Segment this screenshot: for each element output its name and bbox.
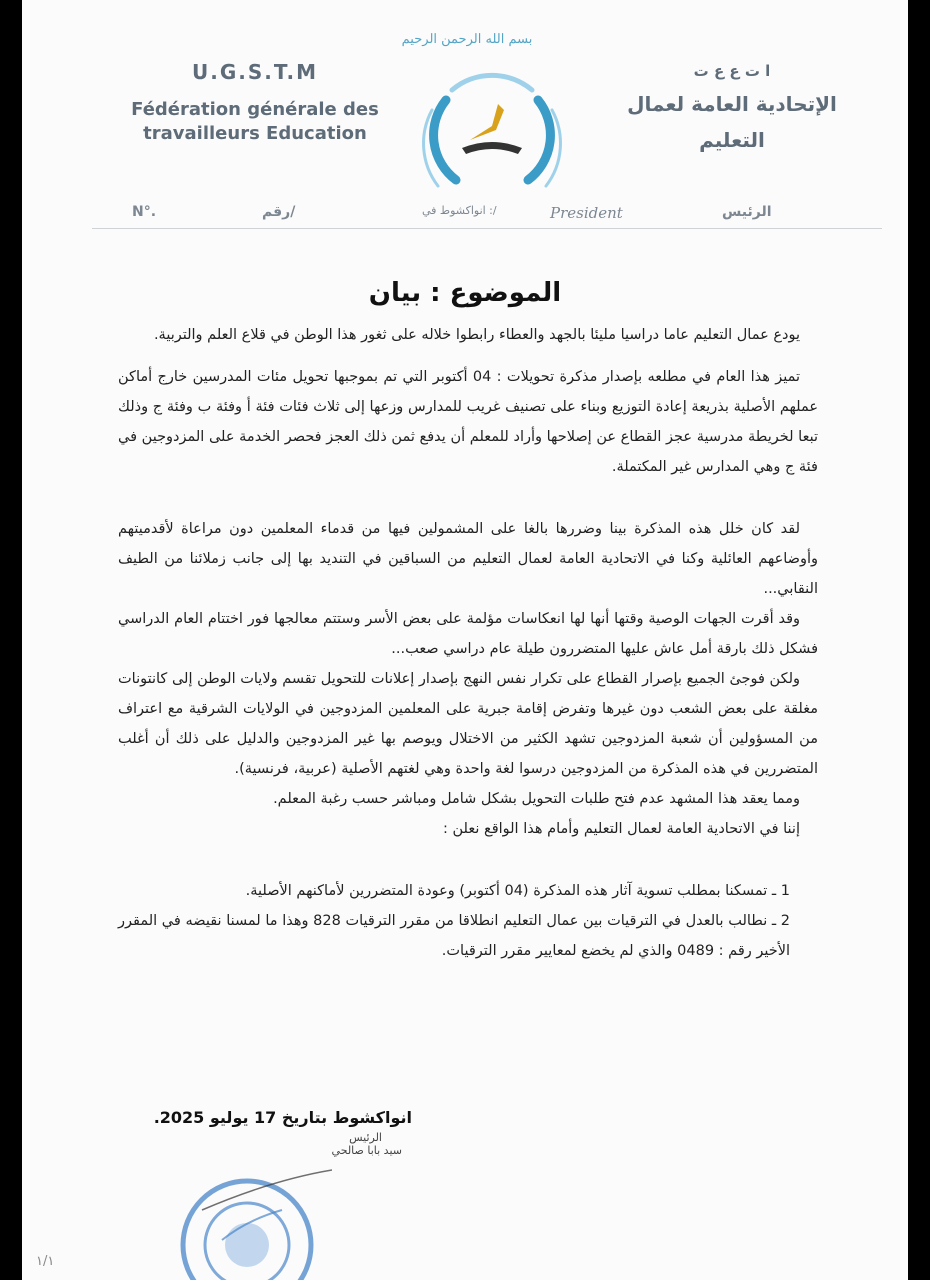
date-line: انواكشوط بتاريخ 17 يوليو 2025. <box>153 1108 412 1127</box>
org-name-fr-line2: travailleurs Education <box>143 123 367 144</box>
official-stamp-icon <box>162 1150 332 1280</box>
header-divider <box>92 228 882 229</box>
org-name-fr-line1: Fédération générale des <box>131 99 379 120</box>
org-name-ar-line1: الإتحادية العامة لعمال <box>627 92 837 116</box>
paragraph: ومما يعقد هذا المشهد عدم فتح طلبات التحويل بشكل شامل ومباشر حسب رغبة المعلم. <box>273 791 800 807</box>
bismillah: بسم الله الرحمن الرحيم <box>401 32 533 47</box>
ref-no-fr: N°. <box>132 204 157 220</box>
acronym-ar: ا ت ع ع ت <box>693 62 771 80</box>
letterhead-right <box>622 62 842 158</box>
paragraph: يودع عمال التعليم عاما دراسيا مليئا بالجهد والعطاء رابطوا خلاله على ثغور هذا الوطن في قلاع العلم والتربية. <box>153 327 800 343</box>
president-ar: الرئيس <box>722 204 772 220</box>
acronym-fr: U.G.S.T.M <box>192 60 318 84</box>
demand-item: 2 ـ نطالب بالعدل في الترقيات بين عمال التعليم انطلاقا من مقرر الترقيات 828 وهذا ما لمسنا نقيضه في المقرر الأخير رقم : 0489 والذي لم يخضع لمعايير مقرر الترقيات. <box>118 913 790 959</box>
paragraph: وقد أقرت الجهات الوصية وقتها أنها لها انعكاسات مؤلمة على بعض الأسر وستتم معالجها فور اختتام العام الدراسي فشكل ذلك بارقة أمل عاش عليها المتضررون طيلة عام دراسي صعب... <box>118 611 818 657</box>
president-fr: President <box>550 204 623 222</box>
demand-item: 1 ـ تمسكنا بمطلب تسوية آثار هذه المذكرة (04 أكتوبر) وعودة المتضررين لأماكنهم الأصلية. <box>245 883 790 899</box>
subject-heading: الموضوع : بيان <box>368 278 562 308</box>
ref-no-ar: رقم/ <box>262 204 296 220</box>
org-name-ar-line2: التعليم <box>699 128 765 152</box>
signer-name: سيد بابا صالحي <box>331 1144 402 1157</box>
paragraph: إننا في الاتحادية العامة لعمال التعليم وأمام هذا الواقع نعلن : <box>443 821 800 837</box>
statement-body <box>118 320 818 966</box>
page-number: ١/١ <box>36 1254 55 1269</box>
union-logo-icon <box>412 60 572 200</box>
paragraph: تميز هذا العام في مطلعه بإصدار مذكرة تحويلات : 04 أكتوبر التي تم بموجبها تحويل مئات المدرسين خارج أماكن عملهم الأصلية بذريعة إعادة التوزيع وبناء على تصنيف غريب للمدارس وزعها إلى ثلاث فئات فئة أ وفئة ب وفئة ج وذلك تبعا لخريطة مدرسية عجز القطاع عن إصلاحها وأراد للمعلم أن يدفع ثمن ذلك العجز فحصر الخدمة على المزدوجين في فئة ج وهي المدارس غير المكتملة. <box>118 369 818 475</box>
reference-row <box>22 198 908 228</box>
city-date-label: انواكشوط في :/ <box>422 204 497 217</box>
paragraph: ولكن فوجئ الجميع بإصرار القطاع على تكرار نفس النهج بإصدار إعلانات للتحويل تقسم ولايات الوطن إلى كانتونات مغلقة على بعض الشعب دون غيرها وتفرض إقامة جبرية على المعلمين المزدوجين في الولايات الشرقية مع اعتراف من المسؤولين أن شعبة المزدوجين تشهد الكثير من الاختلال ويوصم بها غير المزدوجين والدليل على ذلك أن أغلب المتضررين في هذه المذكرة من المزدوجين درسوا لغة واحدة وهي لغتهم الأصلية (عربية، فرنسية). <box>118 671 818 777</box>
document-page <box>22 0 908 1280</box>
signer-title: الرئيس <box>349 1131 382 1144</box>
letterhead-left <box>110 60 400 146</box>
paragraph: لقد كان خلل هذه المذكرة بينا وضررها بالغا على المشمولين فيها من قدماء المعلمين دون مراعاة لأقدميتهم وأوضاعهم العائلية وكنا في الاتحادية العامة لعمال التعليم من السباقين في التنديد بها إلى جانب زملائنا من الطيف النقابي... <box>118 521 818 597</box>
